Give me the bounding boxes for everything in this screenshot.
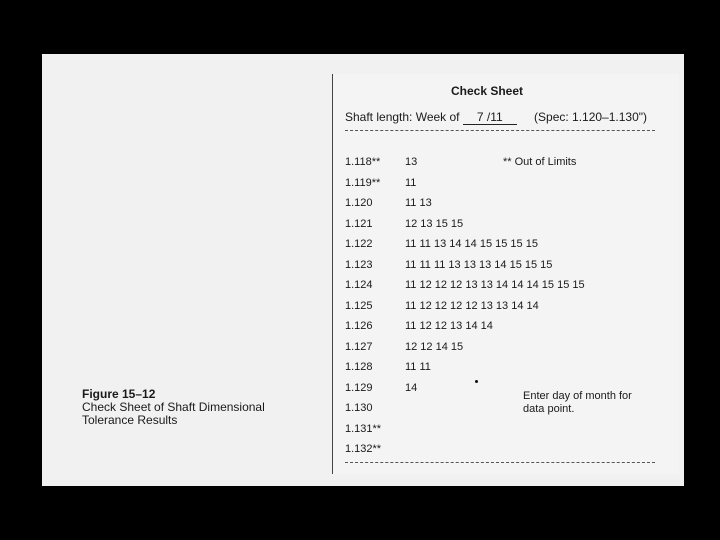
check-sheet — [332, 74, 679, 474]
shaft-length: 1.123 — [345, 258, 373, 271]
tally-row — [345, 156, 417, 172]
caption-line-2: Tolerance Results — [82, 413, 178, 427]
shaft-length: 1.131** — [345, 422, 382, 435]
marker-dot — [475, 380, 478, 383]
shaft-length: 1.122 — [345, 238, 373, 250]
top-dashed-rule — [345, 130, 655, 131]
day-tally: 11 — [405, 176, 417, 189]
bottom-dashed-rule — [345, 462, 655, 463]
tally-row — [345, 218, 463, 234]
tally-row — [345, 259, 552, 275]
day-tally: 13 — [405, 156, 418, 168]
shaft-length: 1.120 — [345, 197, 373, 209]
day-tally: 11 13 — [405, 197, 432, 209]
shaft-length: 1.127 — [345, 340, 373, 353]
week-label: Shaft length: Week of — [345, 110, 460, 124]
day-tally: 11 11 — [405, 361, 431, 373]
tally-row — [345, 443, 405, 459]
shaft-length: 1.119** — [345, 176, 381, 189]
figure-caption — [82, 388, 265, 427]
shaft-length: 1.126 — [345, 320, 373, 332]
tally-row — [345, 361, 431, 377]
day-tally: 11 11 11 13 13 13 14 15 15 15 — [405, 258, 553, 271]
shaft-length: 1.118** — [345, 156, 381, 168]
scanned-page — [42, 54, 684, 486]
tally-row — [345, 279, 585, 295]
day-tally: 11 11 13 14 14 15 15 15 15 — [405, 238, 538, 250]
tally-row — [345, 177, 416, 193]
figure-number: Figure 15–12 — [82, 387, 156, 401]
shaft-length: 1.125 — [345, 299, 373, 312]
enter-day-note — [523, 390, 632, 416]
tally-row — [345, 402, 405, 418]
enter-day-note-line-1: Enter day of month for — [523, 390, 632, 402]
caption-line-1: Check Sheet of Shaft Dimensional — [82, 400, 265, 414]
enter-day-note-line-2: data point. — [523, 403, 575, 415]
tally-row — [345, 341, 463, 357]
check-sheet-title: Check Sheet — [451, 84, 524, 98]
day-tally: 12 12 14 15 — [405, 340, 464, 353]
shaft-length: 1.132** — [345, 443, 382, 455]
out-of-limits-note: ** Out of Limits — [503, 156, 577, 168]
shaft-length: 1.121 — [345, 217, 373, 230]
spec-text: (Spec: 1.120–1.130") — [534, 110, 648, 124]
shaft-length: 1.128 — [345, 361, 373, 373]
tally-row — [345, 320, 493, 336]
day-tally: 11 12 12 13 14 14 — [405, 320, 493, 332]
day-tally: 11 12 12 12 13 13 14 14 14 15 15 15 — [405, 279, 585, 291]
day-tally: 14 — [405, 381, 418, 394]
tally-row — [345, 423, 405, 439]
day-tally: 11 12 12 12 12 13 13 14 14 — [405, 299, 539, 312]
shaft-length: 1.124 — [345, 279, 373, 291]
week-value: 7 /11 — [463, 110, 517, 125]
shaft-length: 1.130 — [345, 402, 373, 414]
tally-row — [345, 382, 417, 398]
shaft-length: 1.129 — [345, 381, 373, 394]
tally-row — [345, 300, 539, 316]
week-line — [345, 110, 647, 125]
day-tally: 12 13 15 15 — [405, 217, 464, 230]
tally-row — [345, 197, 432, 213]
tally-row — [345, 238, 538, 254]
